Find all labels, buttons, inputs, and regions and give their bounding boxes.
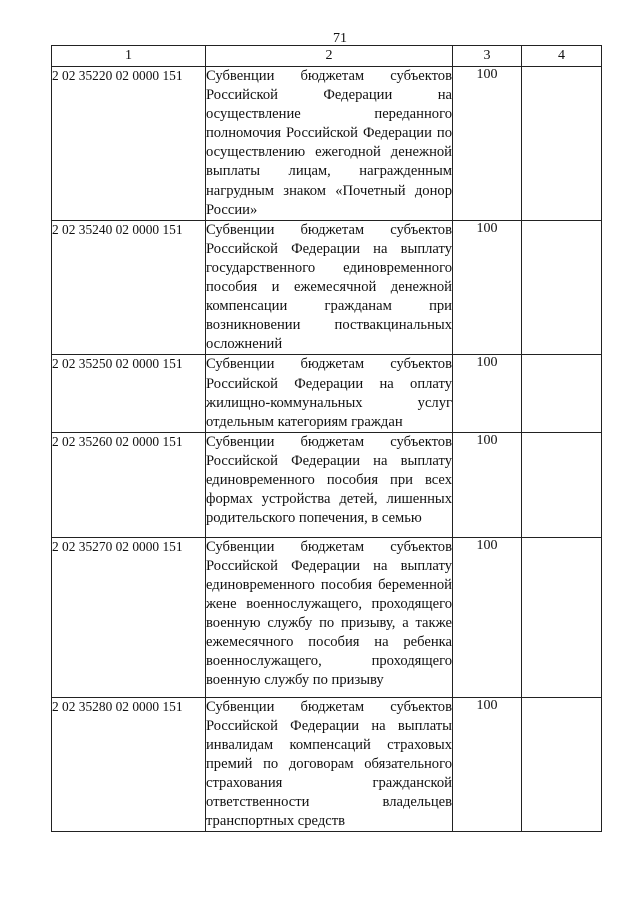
row-code: 2 02 35280 02 0000 151 [52,697,206,832]
row-value: 100 [453,432,522,537]
row-description: Субвенции бюджетам субъектов Российской Федерации на выплату государственного единовременного пособия и ежемесячной денежной компенсации гражданам при возникновении поствакцинальных осложнений [206,220,453,355]
row-code: 2 02 35240 02 0000 151 [52,220,206,355]
row-code: 2 02 35250 02 0000 151 [52,355,206,432]
row-code: 2 02 35260 02 0000 151 [52,432,206,537]
budget-table [51,45,602,832]
row-value: 100 [453,697,522,832]
row-col4 [522,697,602,832]
table-row [52,355,602,432]
header-col-1: 1 [52,46,206,67]
row-code: 2 02 35220 02 0000 151 [52,67,206,221]
row-value: 100 [453,355,522,432]
header-col-2: 2 [206,46,453,67]
table-row [52,697,602,832]
row-description: Субвенции бюджетам субъектов Российской Федерации на выплаты инвалидам компенсаций страховых премий по договорам обязательного страхования гражданской ответственности владельцев транспортных средств [206,697,453,832]
row-col4 [522,355,602,432]
row-value: 100 [453,220,522,355]
row-description: Субвенции бюджетам субъектов Российской Федерации на оплату жилищно-коммунальных услуг отдельным категориям граждан [206,355,453,432]
page-number: 71 [333,31,347,46]
row-description: Субвенции бюджетам субъектов Российской Федерации на выплату единовременного пособия при всех формах устройства детей, лишенных родительского попечения, в семью [206,432,453,537]
row-description: Субвенции бюджетам субъектов Российской Федерации на выплату единовременного пособия беременной жене военнослужащего, проходящего военную службу по призыву, а также ежемесячного пособия на ребенка военнослужащего, проходящего военную службу по призыву [206,537,453,697]
row-code: 2 02 35270 02 0000 151 [52,537,206,697]
row-col4 [522,432,602,537]
table-row [52,220,602,355]
row-value: 100 [453,537,522,697]
row-col4 [522,537,602,697]
table-row [52,67,602,221]
row-col4 [522,220,602,355]
table-row [52,537,602,697]
row-description: Субвенции бюджетам субъектов Российской Федерации на осуществление переданного полномочия Российской Федерации по осуществлению ежегодной денежной выплаты лицам, награжденным нагрудным знаком «Почетный донор России» [206,67,453,221]
header-col-4: 4 [522,46,602,67]
row-value: 100 [453,67,522,221]
table-header-row [52,46,602,67]
header-col-3: 3 [453,46,522,67]
table-row [52,432,602,537]
row-col4 [522,67,602,221]
